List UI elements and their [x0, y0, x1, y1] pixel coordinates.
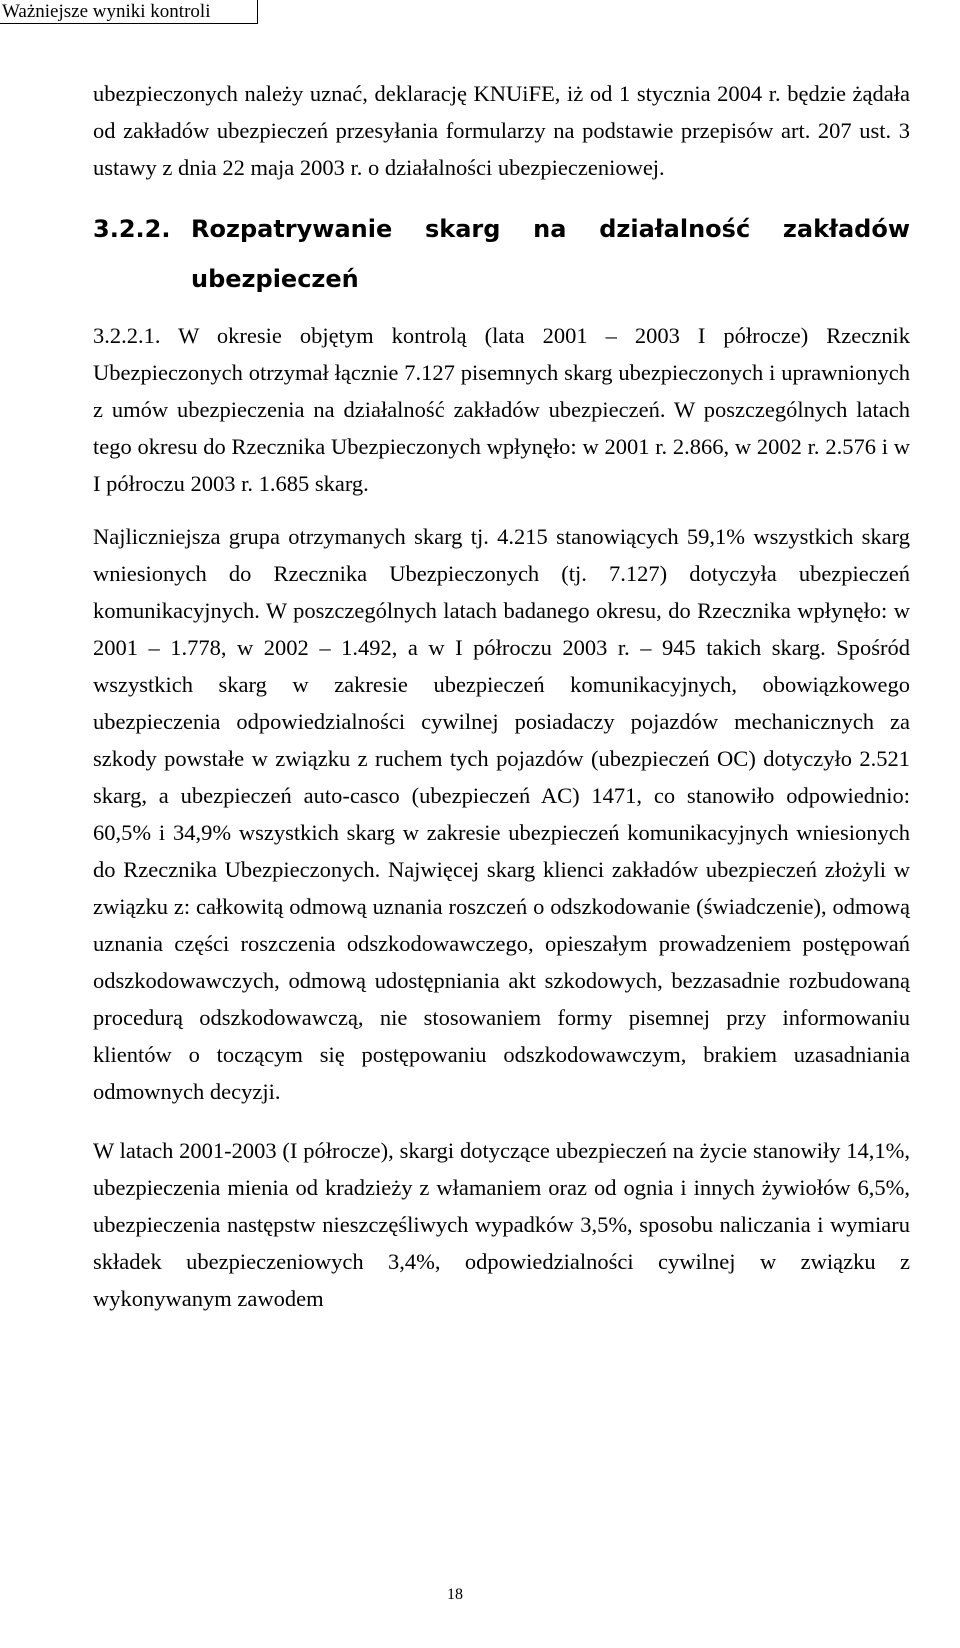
paragraph-complaints-motor: Najliczniejsza grupa otrzymanych skarg tj. 4.215 stanowiących 59,1% wszystkich skarg wniesionych do Rzecznika Ubezpieczonych (tj. 7.127) dotyczyła ubezpieczeń komunikacyjnych. W poszczególnych latach badanego okresu, do Rzecznika wpłynęło: w 2001 – 1.778, w 2002 – 1.492, a w I półroczu 2003 r. – 945 takich skarg. Spośród wszystkich skarg w zakresie ubezpieczeń komunikacyjnych, obowiązkowego ubezpieczenia odpowiedzialności cywilnej posiadaczy pojazdów mechanicznych za szkody powstałe w związku z ruchem tych pojazdów (ubezpieczeń OC) dotyczyło 2.521 skarg, a ubezpieczeń auto-casco (ubezpieczeń AC) 1471, co stanowiło odpowiednio: 60,5% i 34,9% wszystkich skarg w zakresie ubezpieczeń komunikacyjnych wniesionych do Rzecznika Ubezpieczonych. Najwięcej skarg klienci zakładów ubezpieczeń złożyli w związku z: całkowitą odmową uznania roszczeń o odszkodowanie (świadczenie), odmową uznania części roszczenia odszkodowawczego, opieszałym prowadzeniem postępowań odszkodowawczych, odmową udostępniania akt szkodowych, bezzasadnie rozbudowaną procedurą odszkodowawczą, nie stosowaniem formy pisemnej przy informowaniu klientów o toczącym się postępowaniu odszkodowawczym, brakiem uzasadniania odmownych decyzji.: [93, 524, 910, 1104]
page-number: 18: [447, 1586, 463, 1603]
section-title: Rozpatrywanie skarg na działalność zakładów ubezpieczeń: [191, 215, 910, 293]
running-header: Ważniejsze wyniki kontroli: [0, 0, 258, 24]
paragraph-3-2-2-1: 3.2.2.1. W okresie objętym kontrolą (lata 2001 – 2003 I półrocze) Rzecznik Ubezpieczonych otrzymał łącznie 7.127 pisemnych skarg ubezpieczonych i uprawnionych z umów ubezpieczenia na działalność zakładów ubezpieczeń. W poszczególnych latach tego okresu do Rzecznika Ubezpieczonych wpłynęło: w 2001 r. 2.866, w 2002 r. 2.576 i w I półroczu 2003 r. 1.685 skarg.: [93, 323, 910, 496]
section-number: 3.2.2.: [93, 215, 171, 243]
intro-paragraph: ubezpieczonych należy uznać, deklarację KNUiFE, iż od 1 stycznia 2004 r. będzie żądała od zakładów ubezpieczeń przesyłania formularzy na podstawie przepisów art. 207 ust. 3 ustawy z dnia 22 maja 2003 r. o działalności ubezpieczeniowej.: [93, 81, 910, 180]
section-heading: [93, 204, 910, 304]
document-body: [93, 75, 910, 1317]
paragraph-complaints-other: W latach 2001-2003 (I półrocze), skargi dotyczące ubezpieczeń na życie stanowiły 14,1%, ubezpieczenia mienia od kradzieży z włamaniem oraz od ognia i innych żywiołów 6,5%, ubezpieczenia następstw nieszczęśliwych wypadków 3,5%, sposobu naliczania i wymiaru składek ubezpieczeniowych 3,4%, odpowiedzialności cywilnej w związku z wykonywanym zawodem: [93, 1138, 910, 1311]
